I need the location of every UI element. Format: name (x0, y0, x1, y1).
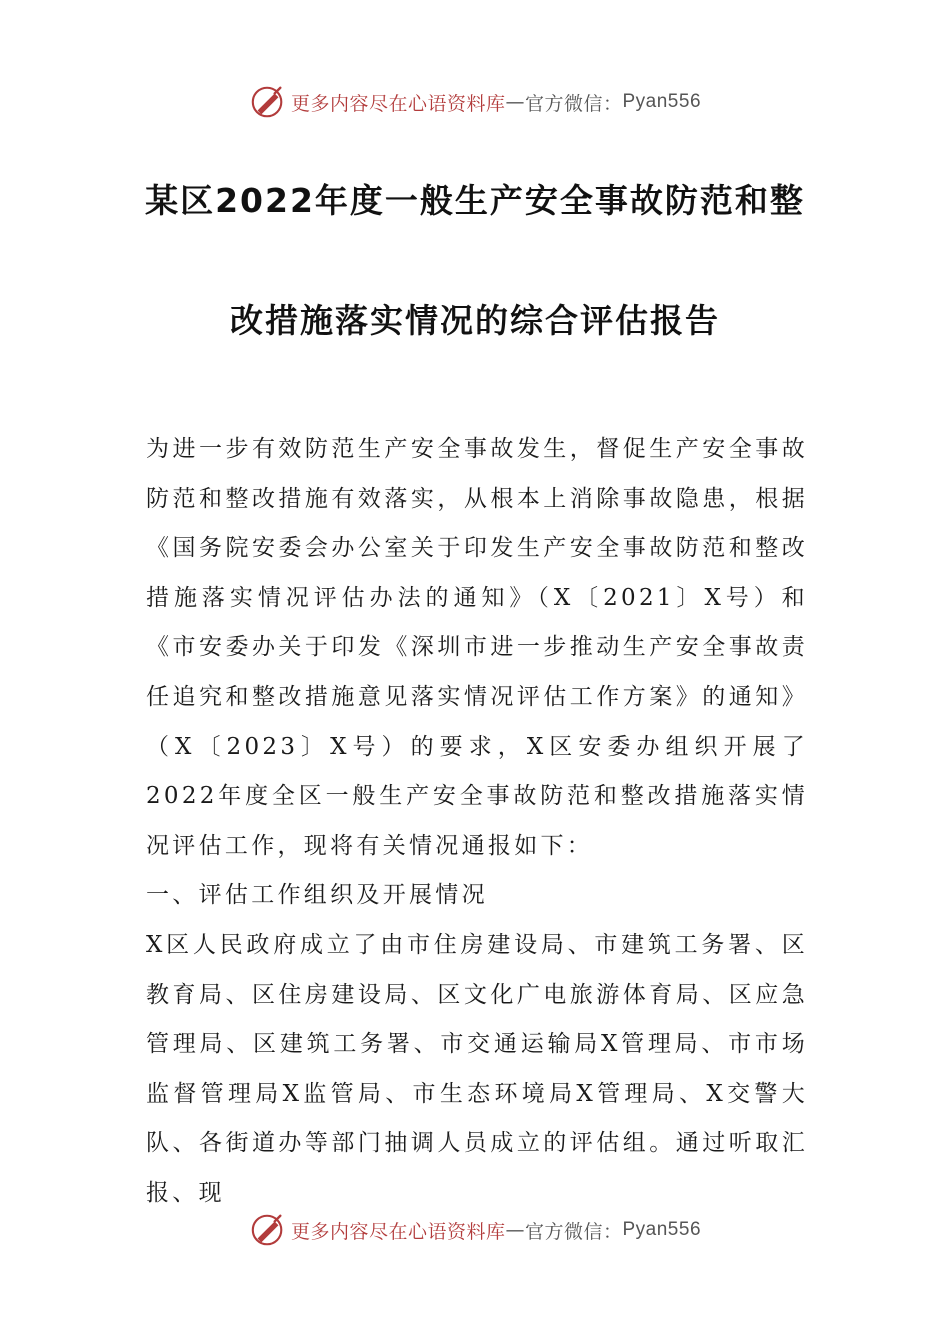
body-paragraph-1 (146, 425, 808, 871)
section-heading-1: 一、评估工作组织及开展情况 (146, 882, 488, 908)
pen-logo-icon (249, 1211, 287, 1249)
watermark-banner-top (0, 82, 950, 122)
paragraph-2-text: X区人民政府成立了由市住房建设局、市建筑工务署、区教育局、区住房建设局、区文化广电旅游体育局、区应急管理局、区建筑工务署、市交通运输局X管理局、市市场监督管理局X监管局、市生态环境局X管理局、X交警大队、各街道办等部门抽调人员成立的评估组。通过听取汇报、现 (146, 932, 808, 1206)
document-title-line-2: 改措施落实情况的综合评估报告 (230, 301, 720, 340)
watermark-main-text: 更多内容尽在心语资料库 (290, 1220, 506, 1243)
watermark-wechat-id: Pyan556 (622, 1219, 702, 1240)
watermark-dash: — (505, 91, 525, 113)
watermark-dash: — (505, 1219, 525, 1241)
watermark-banner-bottom (0, 1210, 950, 1250)
document-title-line-1: 某区2022年度一般生产安全事故防范和整 (145, 181, 805, 220)
watermark-wechat-id: Pyan556 (622, 91, 702, 112)
watermark-sub-text: 官方微信： (524, 92, 623, 115)
pen-logo-icon (249, 83, 287, 121)
watermark-main-text: 更多内容尽在心语资料库 (290, 92, 506, 115)
paragraph-1-text: 为进一步有效防范生产安全事故发生，督促生产安全事故防范和整改措施有效落实，从根本上消除事故隐患，根据《国务院安委会办公室关于印发生产安全事故防范和整改措施落实情况评估办法的通知》（X〔2021〕X号）和《市安委办关于印发《深圳市进一步推动生产安全事故责任追究和整改措施意见落实情况评估工作方案》的通知》（X〔2023〕X号）的要求，X区安委办组织开展了2022年度全区一般生产安全事故防范和整改措施落实情况评估工作，现将有关情况通报如下： (146, 436, 808, 859)
body-paragraph-2 (146, 921, 808, 1219)
watermark-sub-text: 官方微信： (524, 1220, 623, 1243)
